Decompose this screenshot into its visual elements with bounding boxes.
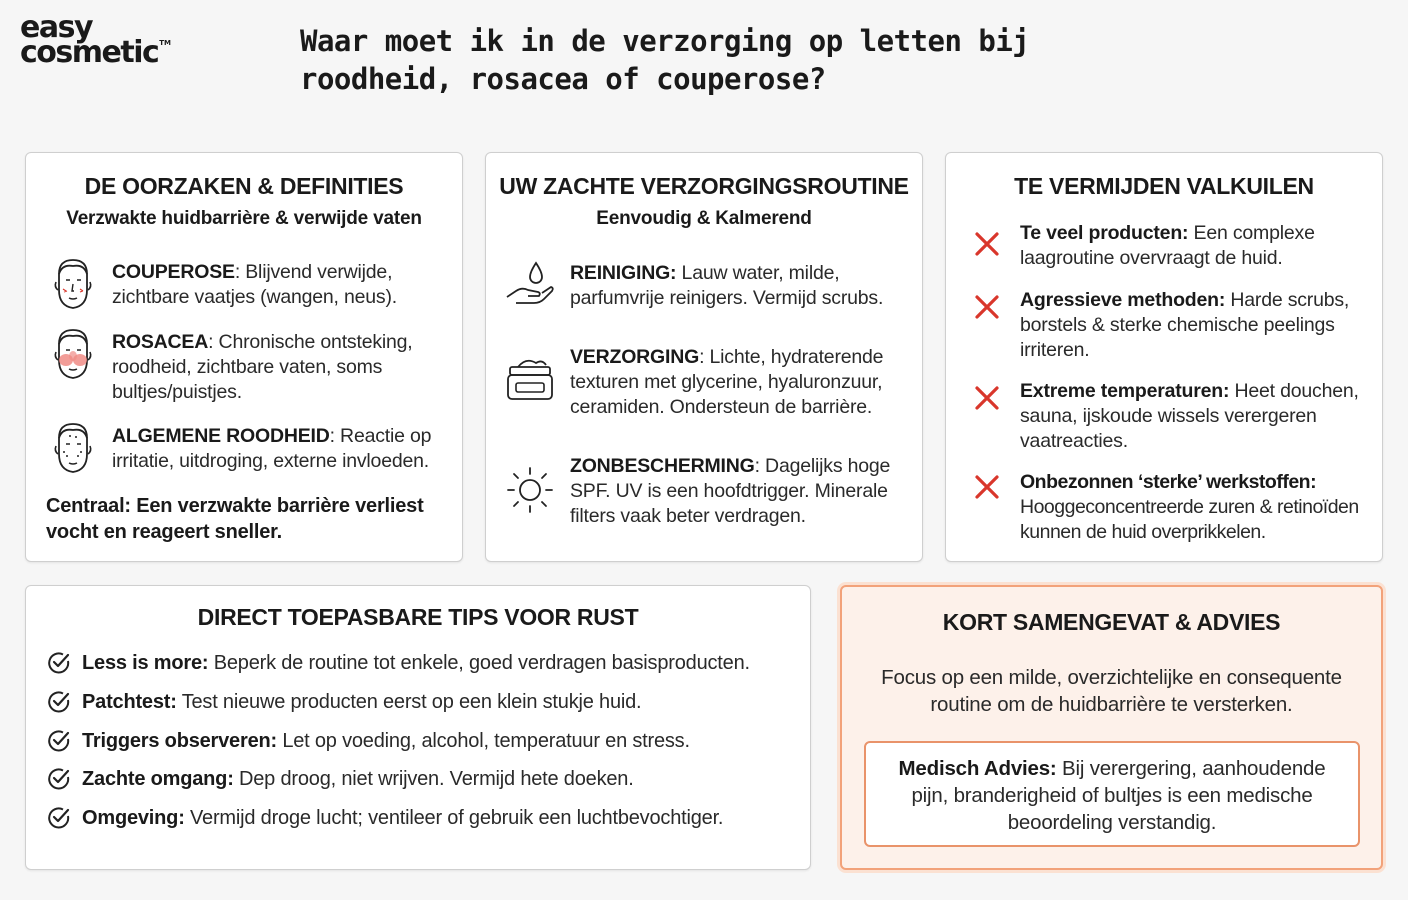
routine-subheading: Eenvoudig & Kalmerend [596,208,812,229]
red-cross-icon [970,470,1004,504]
cause-couperose-label: COUPEROSE [112,261,235,283]
red-cross-icon [970,290,1004,324]
routine-zon-text: : Dagelijks hoge SPF. UV is een hoofdtrigger. Minerale filters vaak beter verdragen. [570,455,891,527]
check-circle-icon [46,728,72,754]
brand-logo [20,10,172,70]
tip-text: Vermijd droge lucht; ventileer of gebruik een luchtbevochtiger. [184,806,724,829]
routine-zonbescherming [504,454,919,529]
tip-text: Beperk de routine tot enkele, goed verdragen basisproducten. [208,651,750,674]
pitfall-item [970,221,1380,271]
cause-couperose [50,260,460,312]
pitfall-label: Te veel producten: [1020,222,1189,244]
causes-subheading: Verzwakte huidbarrière & verwijde vaten [66,208,422,229]
sun-icon [504,464,556,516]
pitfalls-heading: TE VERMIJDEN VALKUILEN [1014,173,1314,199]
tip-item [46,728,690,754]
routine-verzorging [504,345,919,420]
routine-heading: UW ZACHTE VERZORGINGSROUTINE [499,173,909,199]
tip-text: Dep droog, niet wrijven. Vermijd hete doeken. [233,767,634,790]
pitfall-label: Onbezonnen ‘sterke’ werkstoffen: [1020,471,1317,493]
medical-advice-text: Bij verergering, aanhoudende pijn, branderigheid of bultjes is een medische beoordeling verstandig. [911,757,1326,834]
causes-heading: DE OORZAKEN & DEFINITIES [84,173,404,199]
tip-item [46,805,723,831]
summary-heading: KORT SAMENGEVAT & ADVIES [942,609,1281,635]
tip-label: Less is more: [82,651,209,674]
tip-text: Test nieuwe producten eerst op een klein stukje huid. [176,690,642,713]
red-cross-icon [970,381,1004,415]
tip-item [46,689,641,715]
causes-card [25,152,463,562]
cause-rosacea-label: ROSACEA [112,331,209,353]
logo-line-2: cosmetic [20,34,159,70]
tips-card [25,585,811,870]
face-irritation-icon [50,420,96,476]
pitfall-label: Extreme temperaturen: [1020,380,1230,402]
summary-text: Focus op een milde, overzichtelijke en consequente routine om de huidbarrière te versterken. [881,666,1342,716]
check-circle-icon [46,650,72,676]
routine-zon-label: ZONBESCHERMING [570,455,755,477]
pitfall-text: Heet douchen, sauna, ijskoude wissels verergeren vaatreacties. [1020,380,1359,452]
cream-jar-icon [504,353,556,405]
cause-couperose-sep: : [234,261,241,283]
cause-couperose-text: Blijvend verwijde, zichtbare vaatjes (wangen, neus). [112,261,397,308]
tip-item [46,650,750,676]
pitfalls-card [945,152,1383,562]
cause-rosacea-text: Chronische ontsteking, roodheid, zichtbare vaten, soms bultjes/puistjes. [112,331,413,403]
tip-text: Let op voeding, alcohol, temperatuur en stress. [276,729,690,752]
pitfall-item [970,288,1380,363]
pitfall-text: Hooggeconcentreerde zuren & retinoïden kunnen de huid overprikkelen. [1020,496,1359,543]
check-circle-icon [46,805,72,831]
face-rosacea-icon [50,326,96,382]
summary-card [840,585,1383,870]
pitfall-item [970,379,1380,454]
water-drop-hand-icon [504,259,556,311]
medical-advice-label: Medisch Advies: [898,757,1057,780]
cause-roodheid-label: ALGEMENE ROODHEID [112,425,330,447]
tips-heading: DIRECT TOEPASBARE TIPS VOOR RUST [197,604,639,630]
page-title: Waar moet ik in de verzorging op letten bij roodheid, rosacea of couperose? [300,24,1030,96]
routine-reiniging-label: REINIGING: [570,262,677,284]
tip-label: Triggers observeren: [82,729,277,752]
cause-rosacea-sep: : [208,331,214,353]
cause-roodheid-sep: : [329,425,335,447]
check-circle-icon [46,689,72,715]
routine-reiniging [504,261,919,311]
routine-card [485,152,923,562]
routine-verzorging-label: VERZORGING [570,346,700,368]
logo-trademark: TM [159,38,172,47]
logo-line-1: easy [20,10,93,45]
cause-algemene-roodheid [50,424,460,476]
tip-item [46,766,634,792]
causes-central-note: Centraal: Een verzwakte barrière verliest vocht en reageert sneller. [46,495,424,543]
cause-roodheid-text: Reactie op irritatie, uitdroging, externe invloeden. [112,425,432,472]
check-circle-icon [46,766,72,792]
pitfall-item [970,470,1382,545]
routine-reiniging-text: Lauw water, milde, parfumvrije reinigers. Vermijd scrubs. [570,262,884,309]
tip-label: Patchtest: [82,690,177,713]
face-couperose-icon [50,256,96,312]
tip-label: Omgeving: [82,806,185,829]
pitfall-label: Agressieve methoden: [1020,289,1226,311]
cause-rosacea [50,330,460,405]
red-cross-icon [970,227,1004,261]
pitfall-text: Harde scrubs, borstels & sterke chemische peelings irriteren. [1020,289,1350,361]
medical-advice-box [864,741,1360,847]
pitfall-text: Een complexe laagroutine overvraagt de huid. [1020,222,1315,269]
tip-label: Zachte omgang: [82,767,234,790]
routine-verzorging-text: : Lichte, hydraterende texturen met glycerine, hyaluronzuur, ceramiden. Ondersteun de barrière. [570,346,884,418]
